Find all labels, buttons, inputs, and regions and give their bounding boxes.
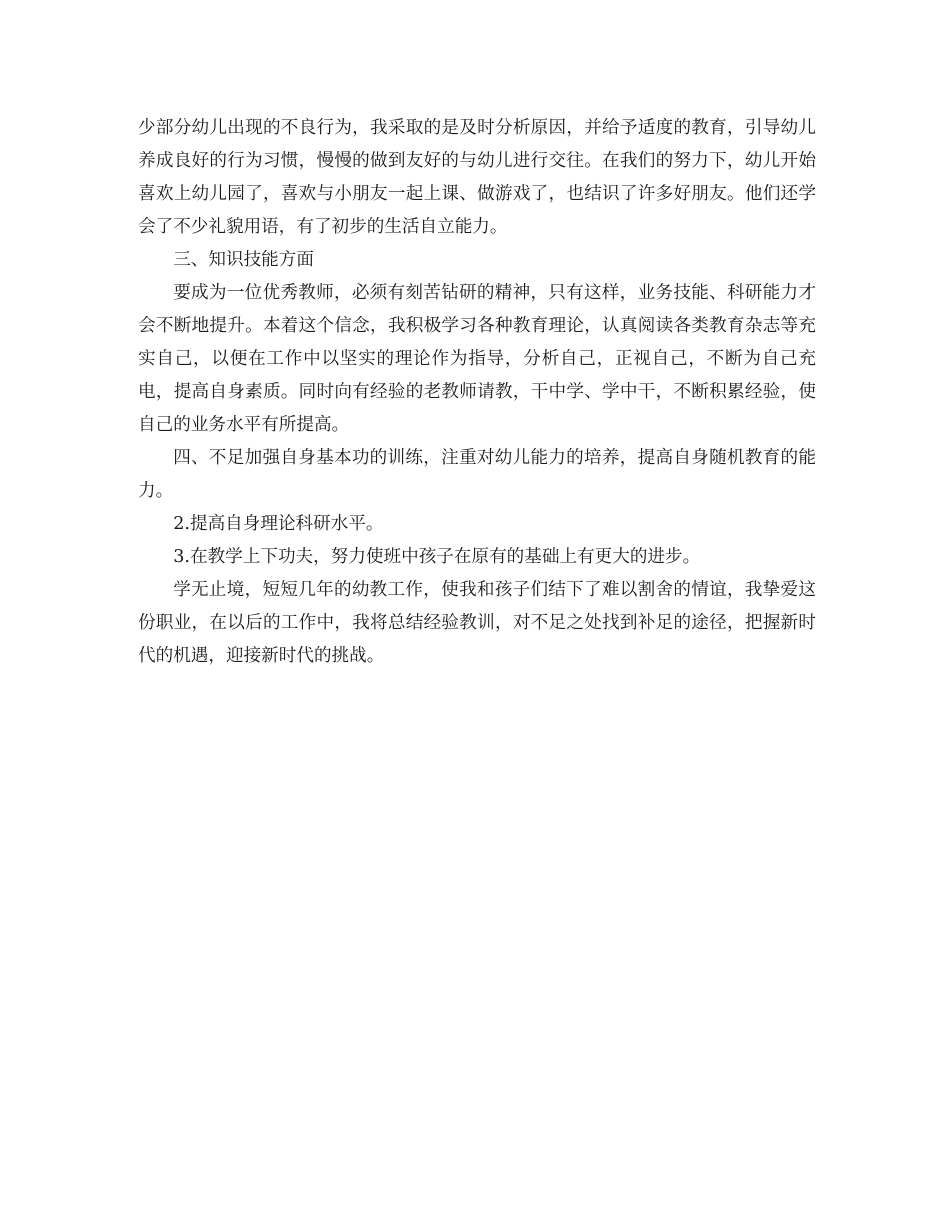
paragraph-continuation: 少部分幼儿出现的不良行为，我采取的是及时分析原因，并给予适度的教育，引导幼儿养成良好的行为习惯，慢慢的做到友好的与幼儿进行交往。在我们的努力下，幼儿开始喜欢上幼儿园了，喜欢与小朋友一起上课、做游戏了，也结识了许多好朋友。他们还学会了不少礼貌用语，有了初步的生活自立能力。	[138, 118, 816, 237]
section-heading-shortcomings: 四、不足加强自身基本功的训练，注重对幼儿能力的培养，提高自身随机教育的能力。	[138, 448, 816, 501]
paragraph-conclusion: 学无止境，短短几年的幼教工作，使我和孩子们结下了难以割舍的情谊，我挚爱这份职业，在以后的工作中，我将总结经验教训，对不足之处找到补足的途径，把握新时代的机遇，迎接新时代的挑战。	[138, 580, 816, 666]
paragraph-knowledge-skills: 要成为一位优秀教师，必须有刻苦钻研的精神，只有这样，业务技能、科研能力才会不断地提升。本着这个信念，我积极学习各种教育理论，认真阅读各类教育杂志等充实自己，以便在工作中以坚实的理论作为指导，分析自己，正视自己，不断为自己充电，提高自身素质。同时向有经验的老教师请教，干中学、学中干，不断积累经验，使自己的业务水平有所提高。	[138, 283, 816, 435]
list-item-2: 2.提高自身理论科研水平。	[173, 514, 384, 534]
list-item-3: 3.在教学上下功夫，努力使班中孩子在原有的基础上有更大的进步。	[173, 547, 701, 567]
document-body	[138, 112, 816, 673]
section-heading-knowledge-skills: 三、知识技能方面	[173, 250, 314, 270]
